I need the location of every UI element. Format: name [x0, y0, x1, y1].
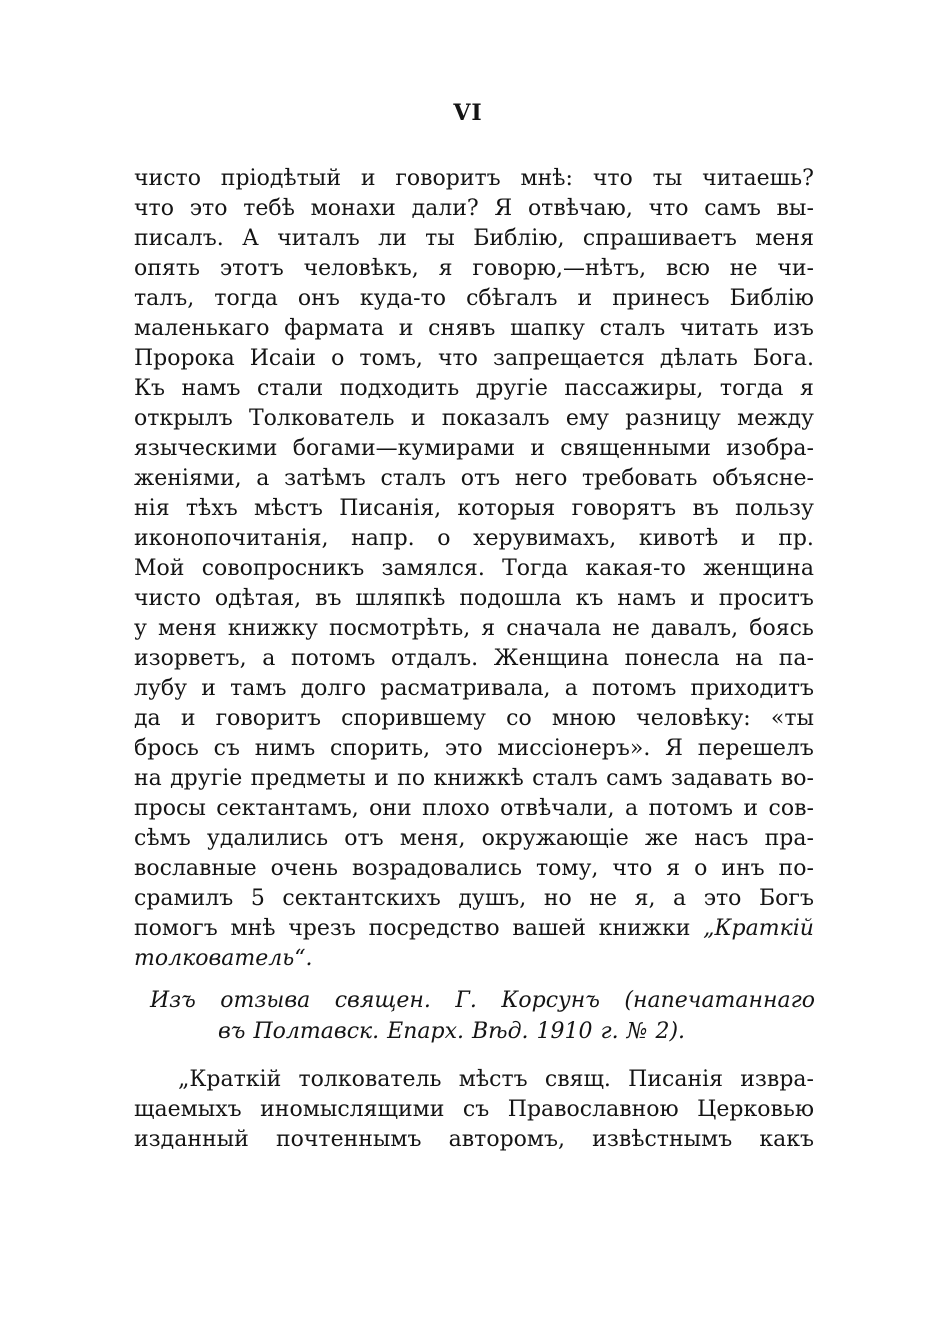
word: между	[737, 406, 814, 431]
word: спорить,	[329, 736, 431, 761]
word: показалъ	[441, 406, 550, 431]
word: Полтавск.	[253, 1019, 380, 1044]
word: подошла	[459, 586, 562, 611]
word: отвѣчали,	[500, 796, 615, 821]
word: пр.	[778, 526, 814, 551]
word: изъ	[773, 316, 814, 341]
word: снявъ	[428, 316, 496, 341]
word: намъ	[617, 586, 677, 611]
word: сов-	[768, 796, 814, 821]
word: №	[626, 1019, 648, 1044]
word: посредство	[368, 916, 500, 941]
word: Писанія,	[339, 496, 442, 521]
word: совопросникъ	[201, 556, 365, 581]
word: Къ	[134, 376, 166, 401]
word: читалъ	[277, 226, 360, 251]
word: спорившему	[341, 706, 486, 731]
text-line	[134, 704, 814, 734]
text-line	[134, 524, 814, 554]
word: и	[201, 676, 216, 701]
word: «ты	[770, 706, 814, 731]
word: напр.	[351, 526, 415, 551]
word: что	[437, 346, 478, 371]
word: открылъ	[134, 406, 233, 431]
word: ли	[378, 226, 407, 251]
word: пользу	[735, 496, 814, 521]
text-line	[134, 584, 814, 614]
word: и	[740, 526, 756, 551]
word: извѣстнымъ	[592, 1127, 733, 1152]
word: иконопочитанія,	[134, 526, 329, 551]
word: священ.	[334, 988, 431, 1013]
word: сѣмъ	[134, 826, 191, 851]
text-line	[134, 944, 814, 974]
word: не	[589, 886, 617, 911]
word: сначала	[506, 616, 602, 641]
word: это	[444, 736, 483, 761]
word: Церковью	[697, 1097, 814, 1122]
word: какъ	[759, 1127, 814, 1152]
word: шапку	[510, 316, 585, 341]
word: „Краткій	[178, 1067, 282, 1092]
word: подходить	[339, 376, 460, 401]
word: затѣмъ	[284, 466, 366, 491]
word: монахи	[310, 196, 396, 221]
word: объясне-	[712, 466, 814, 491]
word: и	[398, 316, 414, 341]
word: пассажиры,	[564, 376, 704, 401]
text-line	[134, 824, 814, 854]
word: щаемыхъ	[134, 1097, 242, 1122]
word: извра-	[740, 1067, 814, 1092]
word: что	[134, 196, 174, 221]
word: сталъ	[599, 316, 666, 341]
word: и	[743, 796, 759, 821]
word: кивотѣ	[638, 526, 719, 551]
word: толкователь“.	[134, 946, 313, 971]
word: а	[256, 466, 270, 491]
word: Мой	[134, 556, 185, 581]
word: тамъ	[230, 676, 287, 701]
word: боясь	[749, 616, 814, 641]
word: 5	[250, 886, 265, 911]
word: и	[577, 286, 593, 311]
word: съ	[213, 736, 240, 761]
word: говорю,—нѣтъ,	[472, 256, 647, 281]
word: а	[624, 796, 639, 821]
word: А	[242, 226, 259, 251]
word: на	[134, 766, 162, 791]
word: иномыслящими	[260, 1097, 445, 1122]
word: да	[134, 706, 161, 731]
word: посмотрѣть,	[328, 616, 471, 641]
word: тому,	[535, 856, 599, 881]
text-line	[134, 314, 814, 344]
word: возрадовались	[351, 856, 523, 881]
word: говоритъ	[215, 706, 321, 731]
text-line	[134, 1125, 814, 1155]
text-line	[134, 374, 814, 404]
text-line	[134, 884, 814, 914]
text-line	[134, 794, 814, 824]
word: г.	[600, 1019, 619, 1044]
word: „Краткій	[703, 916, 814, 941]
word: чисто	[134, 586, 201, 611]
word: человѣкъ,	[303, 256, 419, 281]
word: тебѣ	[243, 196, 295, 221]
word: другіе	[475, 376, 548, 401]
word: и	[180, 706, 196, 731]
word: и	[690, 586, 705, 611]
word: другіе	[170, 766, 243, 791]
word: меня	[158, 616, 217, 641]
word: а	[262, 646, 276, 671]
word: шляпкѣ	[355, 586, 446, 611]
word: сектантскихъ	[282, 886, 441, 911]
word: ты	[425, 226, 455, 251]
word: на	[735, 646, 764, 671]
word: 1910	[536, 1019, 593, 1044]
word: по-	[778, 856, 814, 881]
text-line	[134, 764, 814, 794]
word: же	[644, 826, 679, 851]
word: проситъ	[718, 586, 814, 611]
word: опять	[134, 256, 200, 281]
word: чрезъ	[288, 916, 356, 941]
review-source-heading	[150, 985, 815, 1047]
word: Корсунъ	[501, 988, 600, 1013]
word: а	[673, 886, 687, 911]
text-line	[134, 734, 814, 764]
word: Тогда	[502, 556, 569, 581]
word: миссіонеръ».	[497, 736, 651, 761]
text-line	[134, 254, 814, 284]
word: спрашиваетъ	[582, 226, 737, 251]
word: Православною	[507, 1097, 679, 1122]
word: понесла	[624, 646, 720, 671]
word: и	[410, 406, 426, 431]
word: писалъ.	[134, 226, 224, 251]
word: тогда	[214, 286, 278, 311]
word: по	[397, 766, 426, 791]
word: нія	[134, 496, 170, 521]
word: талъ,	[134, 286, 195, 311]
word: па-	[778, 646, 814, 671]
word: Бога.	[752, 346, 814, 371]
word: него	[514, 466, 568, 491]
word: книжку	[227, 616, 318, 641]
word: Женщина	[493, 646, 610, 671]
word: книжки	[598, 916, 691, 941]
word: говорятъ	[571, 496, 677, 521]
word: богами—кумирами	[292, 436, 516, 461]
word: что	[592, 166, 633, 191]
word: томъ,	[359, 346, 423, 371]
word: я	[481, 616, 496, 641]
word: у	[134, 616, 147, 641]
word: Изъ	[150, 988, 196, 1013]
word: 2).	[655, 1019, 686, 1044]
word: мѣстъ	[458, 1067, 528, 1092]
word: нимъ	[254, 736, 316, 761]
word: сбѣгалъ	[466, 286, 558, 311]
word: вы-	[776, 196, 814, 221]
text-line	[134, 344, 814, 374]
text-line	[134, 494, 814, 524]
word: а	[564, 676, 578, 701]
word: брось	[134, 736, 199, 761]
word: и	[360, 166, 376, 191]
word: что	[648, 196, 689, 221]
word: Исаіи	[249, 346, 317, 371]
word: женіями,	[134, 466, 242, 491]
word: они	[369, 796, 412, 821]
word: Пророка	[134, 346, 235, 371]
word: о	[331, 346, 345, 371]
word: пра-	[764, 826, 814, 851]
word: и	[374, 766, 389, 791]
word: говоритъ	[395, 166, 501, 191]
word: требовать	[582, 466, 698, 491]
word: лубу	[134, 676, 188, 701]
word: ты	[652, 166, 683, 191]
word: фармата	[284, 316, 385, 341]
word: толкователь	[298, 1067, 442, 1092]
word: этотъ	[219, 256, 284, 281]
word: свящ.	[544, 1067, 611, 1092]
word: самъ	[704, 196, 761, 221]
page-number: VI	[453, 100, 483, 126]
text-line	[134, 434, 814, 464]
word: дали?	[411, 196, 479, 221]
word: давалъ,	[651, 616, 739, 641]
word: окружающіе	[481, 826, 629, 851]
word: языческими	[134, 436, 278, 461]
word: долго	[300, 676, 367, 701]
word: съ	[462, 1097, 490, 1122]
word: потомъ	[290, 646, 376, 671]
word: во-	[780, 766, 814, 791]
word: приходитъ	[690, 676, 814, 701]
word: перешелъ	[697, 736, 814, 761]
word: онъ	[297, 286, 340, 311]
word: удалились	[206, 826, 329, 851]
word: мнѣ:	[520, 166, 573, 191]
word: я	[800, 376, 814, 401]
word: принесъ	[612, 286, 710, 311]
word: отдалъ.	[391, 646, 479, 671]
word: Богъ	[759, 886, 814, 911]
text-line	[134, 284, 814, 314]
body-paragraph	[134, 164, 814, 974]
word: о	[694, 856, 708, 881]
word: разницу	[625, 406, 721, 431]
word: херувимахъ,	[473, 526, 617, 551]
word: чисто	[134, 166, 201, 191]
word: Вѣд.	[471, 1019, 529, 1044]
word: мнѣ	[230, 916, 276, 941]
word: я	[438, 256, 453, 281]
word: читать	[679, 316, 759, 341]
word: читаешь?	[702, 166, 814, 191]
word: почтеннымъ	[275, 1127, 422, 1152]
text-line	[134, 914, 814, 944]
word: въ	[315, 586, 342, 611]
word: Библію,	[473, 226, 565, 251]
word: отъ	[344, 826, 384, 851]
word: книжкѣ	[433, 766, 524, 791]
word: священными	[560, 436, 711, 461]
word: изданный	[134, 1127, 249, 1152]
word: о	[437, 526, 451, 551]
text-line	[134, 464, 814, 494]
word: женщина	[703, 556, 814, 581]
word: (напечатаннаго	[624, 988, 815, 1013]
word: Я	[494, 196, 513, 221]
word: Толкователь	[249, 406, 395, 431]
word: Писанія	[628, 1067, 724, 1092]
word: со	[506, 706, 532, 731]
word: просы	[134, 796, 206, 821]
text-line	[134, 614, 814, 644]
word: самъ	[606, 766, 663, 791]
word: въ	[692, 496, 719, 521]
text-line	[134, 674, 814, 704]
word: сталъ	[380, 466, 447, 491]
word: помогъ	[134, 916, 218, 941]
text-line	[134, 404, 814, 434]
word: Г.	[455, 988, 477, 1013]
word: расматривала,	[380, 676, 551, 701]
word: маленькаго	[134, 316, 270, 341]
text-line	[134, 554, 814, 584]
word: стали	[256, 376, 324, 401]
word: мѣстъ	[254, 496, 323, 521]
word: чи-	[777, 256, 814, 281]
word: изорветъ,	[134, 646, 247, 671]
text-line	[134, 224, 814, 254]
word: сектантамъ,	[216, 796, 359, 821]
word: изобра-	[726, 436, 814, 461]
word: меня,	[399, 826, 466, 851]
word: предметы	[250, 766, 366, 791]
word: которыя	[457, 496, 556, 521]
word: какая-то	[585, 556, 686, 581]
text-line	[150, 1016, 815, 1047]
word: Я	[665, 736, 683, 761]
word: всю	[666, 256, 710, 281]
word: ему	[565, 406, 609, 431]
text-line	[134, 194, 814, 224]
word: я,	[634, 886, 656, 911]
word: и	[530, 436, 545, 461]
word: потомъ	[591, 676, 677, 701]
review-quote-paragraph	[134, 1065, 814, 1155]
word: намъ	[181, 376, 241, 401]
word: запрещается	[492, 346, 645, 371]
word: я	[666, 856, 681, 881]
text-line	[134, 164, 814, 194]
word: меня	[755, 226, 814, 251]
word: тѣхъ	[185, 496, 238, 521]
text-line	[134, 644, 814, 674]
word: инъ	[721, 856, 765, 881]
word: въ	[218, 1019, 246, 1044]
word: дѣлать	[659, 346, 738, 371]
word: очень	[270, 856, 339, 881]
word: вашей	[512, 916, 586, 941]
word: что	[612, 856, 653, 881]
word: Епарх.	[387, 1019, 464, 1044]
word: это	[703, 886, 742, 911]
word: одѣтая,	[214, 586, 302, 611]
word: это	[189, 196, 228, 221]
text-line	[134, 1065, 814, 1095]
word: Библію	[729, 286, 814, 311]
word: срамилъ	[134, 886, 234, 911]
word: пріодѣтый	[220, 166, 341, 191]
word: замялся.	[381, 556, 485, 581]
word: вославные	[134, 856, 257, 881]
word: потомъ	[648, 796, 733, 821]
word: человѣку:	[636, 706, 751, 731]
text-line	[150, 985, 815, 1016]
word: задавать	[671, 766, 773, 791]
word: къ	[575, 586, 604, 611]
word: мною	[551, 706, 617, 731]
word: тогда	[719, 376, 784, 401]
word: насъ	[694, 826, 749, 851]
word: отвѣчаю,	[527, 196, 633, 221]
text-line	[134, 1095, 814, 1125]
word: плохо	[422, 796, 490, 821]
word: куда-то	[359, 286, 447, 311]
word: не	[729, 256, 758, 281]
word: но	[543, 886, 572, 911]
word: сталъ	[532, 766, 598, 791]
word: отъ	[460, 466, 501, 491]
word: не	[612, 616, 640, 641]
word: авторомъ,	[448, 1127, 566, 1152]
word: отзыва	[220, 988, 311, 1013]
text-line	[134, 854, 814, 884]
word: душъ,	[458, 886, 527, 911]
